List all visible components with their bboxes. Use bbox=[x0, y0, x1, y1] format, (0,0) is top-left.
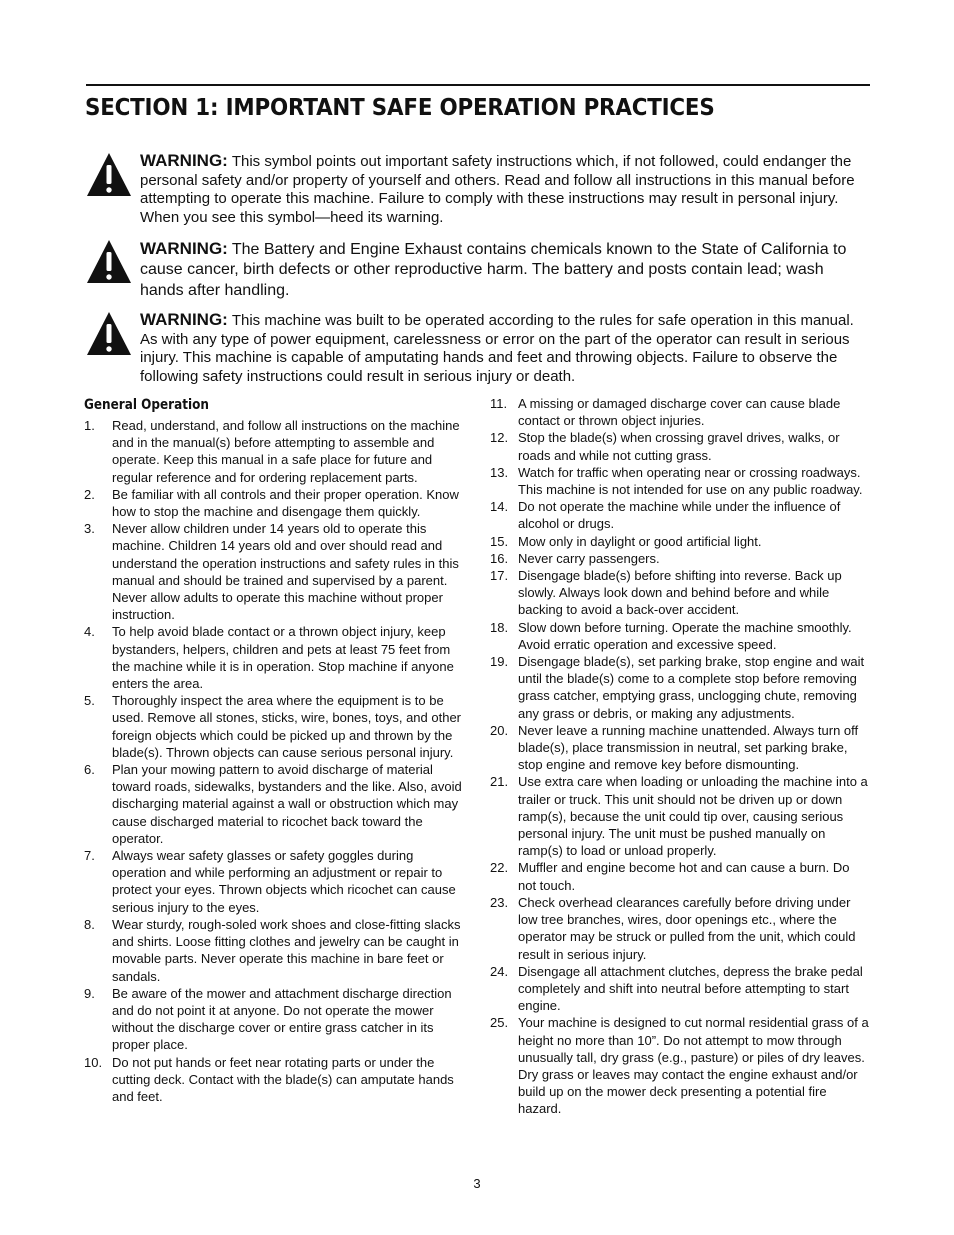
list-item bbox=[84, 1054, 464, 1106]
list-item bbox=[490, 894, 870, 963]
item-text: Slow down before turning. Operate the machine smoothly. Avoid erratic operation and excessive speed. bbox=[518, 619, 852, 652]
warning-label: WARNING: bbox=[140, 239, 228, 258]
item-text: Do not put hands or feet near rotating parts or under the cutting deck. Contact with the blade(s) can amputate hands and feet. bbox=[112, 1054, 454, 1104]
item-number: 13. bbox=[490, 464, 509, 480]
item-text: Be aware of the mower and attachment discharge direction and do not point it at anyone. Do not operate the mower without the discharge cover or entire grass catcher in its proper place. bbox=[112, 985, 452, 1053]
warning-text bbox=[140, 311, 870, 386]
top-rule bbox=[86, 84, 870, 86]
item-number: 14. bbox=[490, 499, 509, 515]
item-text: Watch for traffic when operating near or crossing roadways. This machine is not intended for use on any public roadway. bbox=[518, 464, 863, 498]
warning-label: WARNING: bbox=[140, 151, 228, 170]
list-item bbox=[84, 486, 464, 520]
item-text: Disengage all attachment clutches, depress the brake pedal completely and shift into neutral before attempting to start engine. bbox=[518, 963, 863, 1014]
item-text: Never carry passengers. bbox=[518, 550, 660, 566]
item-text: Do not operate the machine while under the influence of alcohol or drugs. bbox=[518, 499, 841, 532]
item-text: Disengage blade(s), set parking brake, stop engine and wait until the blade(s) come to a complete stop before removing grass catcher, emptying grass, unclogging chute, removing any grass or debris, or making any adjustments. bbox=[518, 654, 865, 721]
item-text: Never allow children under 14 years old to operate this machine. Children 14 years old and over should read and understand the operation instructions and safety rules in this manual and should be trained and supervised by a parent. Never allow adults to operate this machine without proper instruction. bbox=[112, 521, 459, 623]
item-number: 10. bbox=[84, 1054, 103, 1070]
warning-triangle-icon bbox=[86, 239, 132, 285]
warning-body: This machine was built to be operated according to the rules for safe operation in this manual. As with any type of power equipment, carelessness or error on the part of the operator can result in serious injury. This machine is capable of amputating hands and feet and throwing objects. Failure to observe the following safety instructions could result in serious injury or death. bbox=[140, 312, 854, 385]
list-item bbox=[490, 429, 870, 463]
item-number: 12. bbox=[490, 430, 509, 446]
item-number: 2. bbox=[84, 486, 95, 502]
list-item bbox=[490, 773, 870, 859]
item-text: Always wear safety glasses or safety goggles during operation and while performing an adjustment or repair to protect your eyes. Thrown objects which ricochet can cause serious injury to the eyes. bbox=[112, 848, 456, 915]
item-text: Mow only in daylight or good artificial light. bbox=[518, 533, 762, 549]
list-item bbox=[84, 761, 464, 847]
warning-triangle-icon bbox=[86, 152, 132, 198]
list-item bbox=[490, 722, 870, 774]
list-item bbox=[84, 916, 464, 985]
list-item bbox=[490, 533, 870, 550]
warning-triangle-icon bbox=[86, 311, 132, 357]
list-item bbox=[490, 653, 870, 722]
item-number: 3. bbox=[84, 521, 95, 537]
warning-block-3 bbox=[86, 311, 870, 386]
list-item bbox=[490, 567, 870, 619]
item-text: Muffler and engine become hot and can cause a burn. Do not touch. bbox=[518, 860, 850, 893]
safety-list-right bbox=[490, 395, 870, 1118]
general-operation-heading: General Operation bbox=[84, 397, 209, 413]
warning-text bbox=[140, 239, 870, 301]
item-number: 21. bbox=[490, 774, 509, 790]
item-number: 24. bbox=[490, 963, 509, 979]
item-number: 16. bbox=[490, 550, 509, 566]
item-number: 18. bbox=[490, 619, 509, 635]
list-item bbox=[490, 619, 870, 653]
list-item bbox=[490, 464, 870, 498]
warning-block-2 bbox=[86, 239, 870, 301]
item-number: 1. bbox=[84, 418, 95, 433]
item-number: 20. bbox=[490, 722, 509, 738]
warning-label: WARNING: bbox=[140, 310, 228, 329]
page-number: 3 bbox=[473, 1176, 481, 1191]
item-text: Your machine is designed to cut normal residential grass of a height no more than 10”. Do not attempt to mow through unusually tall, dry grass (e.g., pasture) or piles of dry leaves. Dry grass or leaves may contact the engine exhaust and/or build up on the mower deck presenting a potential fire hazard. bbox=[518, 1015, 869, 1117]
list-item bbox=[490, 550, 870, 567]
item-number: 19. bbox=[490, 654, 509, 670]
item-number: 15. bbox=[490, 533, 509, 549]
warning-text bbox=[140, 152, 870, 227]
item-text: Disengage blade(s) before shifting into reverse. Back up slowly. Always look down and behind before and while backing to avoid a back-over accident. bbox=[518, 568, 842, 618]
safety-list-left bbox=[84, 417, 464, 1105]
right-column bbox=[490, 395, 870, 1118]
list-item bbox=[84, 623, 464, 692]
item-number: 17. bbox=[490, 568, 509, 584]
warning-body: This symbol points out important safety instructions which, if not followed, could endanger the personal safety and/or property of yourself and others. Read and follow all instructions in this manual before attempting to operate this machine. Failure to comply with these instructions may result in personal injury. When you see this symbol—heed its warning. bbox=[140, 153, 855, 226]
list-item bbox=[490, 1014, 870, 1117]
list-item bbox=[84, 692, 464, 761]
item-text: Read, understand, and follow all instructions on the machine and in the manual(s) before attempting to assemble and operate. Keep this manual in a safe place for future and regular reference and for ordering replacement parts. bbox=[112, 418, 460, 485]
item-number: 23. bbox=[490, 894, 509, 910]
item-number: 5. bbox=[84, 693, 95, 709]
item-number: 11. bbox=[490, 396, 508, 411]
list-item bbox=[490, 859, 870, 893]
item-number: 6. bbox=[84, 762, 95, 778]
warning-body: The Battery and Engine Exhaust contains chemicals known to the State of California to cause cancer, birth defects or other reproductive harm. The battery and posts contain lead; wash hands after handling. bbox=[140, 241, 847, 299]
list-item bbox=[84, 417, 464, 486]
item-text: Be familiar with all controls and their proper operation. Know how to stop the machine and disengage them quickly. bbox=[112, 486, 459, 520]
item-number: 9. bbox=[84, 985, 95, 1001]
item-text: Wear sturdy, rough-soled work shoes and close-fitting slacks and shirts. Loose fitting clothes and jewelry can be caught in movable parts. Never operate this machine in bare feet or sandals. bbox=[112, 916, 461, 984]
section-title: SECTION 1: IMPORTANT SAFE OPERATION PRACTICES bbox=[85, 95, 715, 121]
list-item bbox=[490, 498, 870, 532]
warning-block-1 bbox=[86, 152, 870, 227]
item-number: 22. bbox=[490, 860, 509, 876]
list-item bbox=[84, 847, 464, 916]
list-item bbox=[84, 985, 464, 1054]
list-item bbox=[490, 963, 870, 1015]
left-column bbox=[84, 395, 464, 1105]
item-text: Check overhead clearances carefully before driving under low tree branches, wires, door openings etc., where the operator may be struck or pulled from the unit, which could result in serious injury. bbox=[518, 894, 856, 962]
list-item bbox=[84, 520, 464, 623]
item-text: Never leave a running machine unattended. Always turn off blade(s), place transmission in neutral, set parking brake, stop engine and remove key before dismounting. bbox=[518, 722, 859, 773]
item-text: To help avoid blade contact or a thrown object injury, keep bystanders, helpers, children and pets at least 75 feet from the machine while it is in operation. Stop machine if anyone enters the area. bbox=[112, 624, 454, 692]
item-number: 25. bbox=[490, 1015, 509, 1031]
item-text: Stop the blade(s) when crossing gravel drives, walks, or roads and while not cutting grass. bbox=[518, 430, 840, 463]
list-item bbox=[490, 395, 870, 429]
item-text: Plan your mowing pattern to avoid discharge of material toward roads, sidewalks, bystanders and the like. Also, avoid discharging material against a wall or obstruction which may cause discharged material to ricochet back toward the operator. bbox=[112, 762, 462, 846]
item-number: 8. bbox=[84, 916, 95, 932]
item-text: Use extra care when loading or unloading the machine into a trailer or truck. This unit should not be driven up or down ramp(s), because the unit could tip over, causing serious personal injury. The unit must be pushed manually on ramp(s) to load or unload properly. bbox=[518, 774, 868, 859]
item-text: A missing or damaged discharge cover can cause blade contact or thrown object injuries. bbox=[518, 396, 841, 429]
item-number: 7. bbox=[84, 848, 95, 864]
item-text: Thoroughly inspect the area where the equipment is to be used. Remove all stones, sticks, wire, bones, toys, and other foreign objects which could be picked up and thrown by the blade(s). Thrown objects can cause serious personal injury. bbox=[112, 693, 462, 760]
item-number: 4. bbox=[84, 624, 95, 640]
